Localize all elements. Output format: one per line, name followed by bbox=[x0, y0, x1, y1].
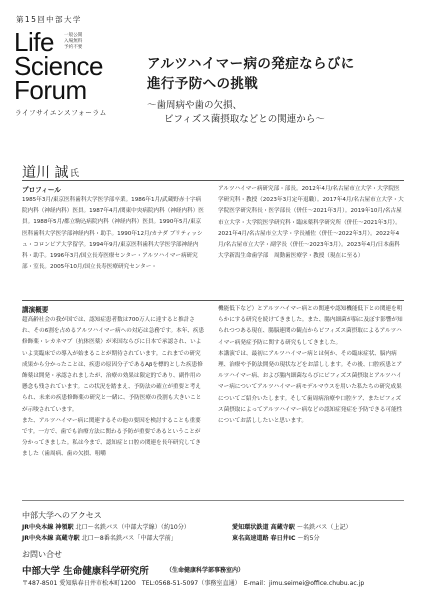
profile-text-right: アルツハイマー病研究部・部長。2012年4月/名古屋市立大学・大学院医学研究科・教授（2023年3月定年退職）。2017年4月/名古屋市立大学・大学院医学研究科長・医学部長（併任～2021年3月）。2019年10月/名古屋市立大学・大学院医学研究科・臨床薬科学研究所（併任～2021年3月）。2021年4月/名古屋市立大学・学長補佐（併任～2022年3月）。2022年4月/名古屋市立大学・副学長（併任～2023年3月）。2023年4月/日本歯科大学新潟生命歯学部 周動歯医療学・教授（現在に至る） bbox=[218, 186, 404, 260]
logo-note-noreservation: 予約不要 bbox=[64, 45, 83, 50]
access-route: 北口～名鉄バス（中部大学線）（約10分） bbox=[75, 524, 190, 531]
access-station: 神領駅 bbox=[55, 524, 74, 531]
access-row-kozoji bbox=[22, 533, 177, 542]
abstract-text-right: 機能低下など）とアルツハイマー病との関連や認知機能低下との関連を明らかにする研究を続けてきました。また、腸内細菌が脳に及ぼす影響が知られつつある現在、腸脳連関の観点からビフィズス菌摂取によるアルツハイマー病発症予防に関する研究もしてきました。 本講演では、最初にアルツハイマー病とは何か、その臨床症状、脳内病理、治療や予防法開発の現状などをお話しします。その後、口腔疾患とアルツハイマー病、および腸内細菌ならびにビフィズス菌摂取とアルツハイマー病についてアルツハイマー病モデルマウスを用いた私たちの研究成果についてご紹介いたします。そして歯周病治療や口腔ケア、またビフィズス菌摂取によってアルツハイマー病などの認知症発症を予防できる可能性についてお話ししたいと思います。 bbox=[218, 306, 403, 425]
divider-bottom bbox=[22, 500, 404, 501]
speaker-honorific: 氏 bbox=[70, 169, 80, 179]
access-heading: 中部大学へのアクセス bbox=[22, 511, 102, 520]
divider-middle bbox=[22, 300, 404, 301]
abstract-text-left: 超高齢社会の我が国では、認知症患者数は700万人に達すると推計され、その6割を占めるアルツハイマー病への対応は急務です。本年、疾患修飾薬・レカネマブ（抗体医薬）が米国ならびに日本で承認され、いよいよ実臨床での導入が始まることが期待されています。これまでの研究成果から分かったことは、疾患の原因分子であるAβを標的とした疾患修飾薬は開発・承認されましたが、治療の効果は限定的であり、副作用の懸念も残されています。この状況を踏まえ、予防法の確立が重要と考えられ、未来の疾患修飾薬の研究と一緒に、予防医療の役割も大きいことが示唆されています。 また、アルツハイマー病に関連するその他の要因を検討することも重要です。一方で、歯でも治療方法に関わる予防が重要であるということが分かってきました。私は今まで、認知症と口腔の関連を長年研究してきました（歯周病、歯の欠損、咀嚼 bbox=[22, 317, 205, 458]
access-station: 春日井IC bbox=[270, 535, 296, 542]
profile-heading: プロフィール bbox=[22, 186, 61, 194]
logo-word-science: Science bbox=[14, 51, 103, 81]
access-line: JR中央本線 bbox=[22, 524, 54, 531]
abstract-heading: 講演概要 bbox=[22, 306, 49, 314]
logo-note-open: 一般公開 bbox=[64, 33, 83, 38]
contact-address: 〒487-8501 愛知県春日井市松本町1200 TEL:0568-51-5097（事務室直通） E-mail：jimu.seimei@office.chubu.ac.jp bbox=[22, 580, 365, 587]
lecture-title-line1: アルツハイマー病の発症ならびに bbox=[147, 56, 355, 72]
logo-katakana: ライフサイエンスフォーラム bbox=[15, 109, 107, 117]
speaker-name: 道川 誠 bbox=[22, 165, 69, 181]
divider-top bbox=[22, 180, 404, 181]
access-line: JR中央本線 bbox=[22, 535, 54, 542]
access-line: 愛知環状鉄道 bbox=[232, 524, 269, 531]
logo-word-life: Life bbox=[14, 27, 54, 57]
access-station: 高蔵寺駅 bbox=[55, 535, 80, 542]
lecture-title-line2: 進行予防への挑戦 bbox=[147, 76, 259, 92]
organization-office: （生命健康科学部事務室内） bbox=[166, 567, 245, 574]
logo-word-forum: Forum bbox=[14, 75, 87, 105]
access-route: ～約5分 bbox=[297, 535, 320, 542]
access-route: 北口～8番名鉄バス「中部大学前」 bbox=[81, 535, 177, 542]
inquiry-heading: お問い合せ bbox=[22, 550, 62, 559]
access-line: 東名高速道路 bbox=[232, 535, 269, 542]
access-station: 高蔵寺駅 bbox=[270, 524, 295, 531]
access-route: ～名鉄バス（上記） bbox=[296, 524, 352, 531]
profile-text-left: 1985年3月/東京医科歯科大学医学部卒業。1986年1月/武蔵野赤十字病院内科（神経内科）医員。1987年4月/関東中央病院内科（神経内科）医員。1988年5月/都立駒込病院内科（神経内科）医員。1990年5月/東京医科歯科大学医学部神経内科・助手。1990年12月/カナダ ブリティッシュ・コロンビア大学留学。1994年9月/東京医科歯科大学医学部神経内科・助手。1996年3月/国立長寿医療センター・アルツハイマー病研究部・室長。2005年10月/国立長寿医療研究センター・ bbox=[22, 197, 204, 271]
forum-series-label: 第15回中部大学 bbox=[16, 15, 82, 24]
access-row-expressway bbox=[232, 533, 320, 542]
logo-note-free: 入場無料 bbox=[64, 39, 83, 44]
lecture-subtitle-line1: ～歯周病や歯の欠損、 bbox=[147, 100, 243, 111]
access-row-jinryo bbox=[22, 522, 190, 531]
organization-name: 中部大学 生命健康科学研究所 bbox=[22, 566, 149, 577]
lecture-subtitle-line2: ビフィズス菌摂取などとの関連から～ bbox=[164, 114, 325, 125]
access-row-aikan bbox=[232, 522, 352, 531]
